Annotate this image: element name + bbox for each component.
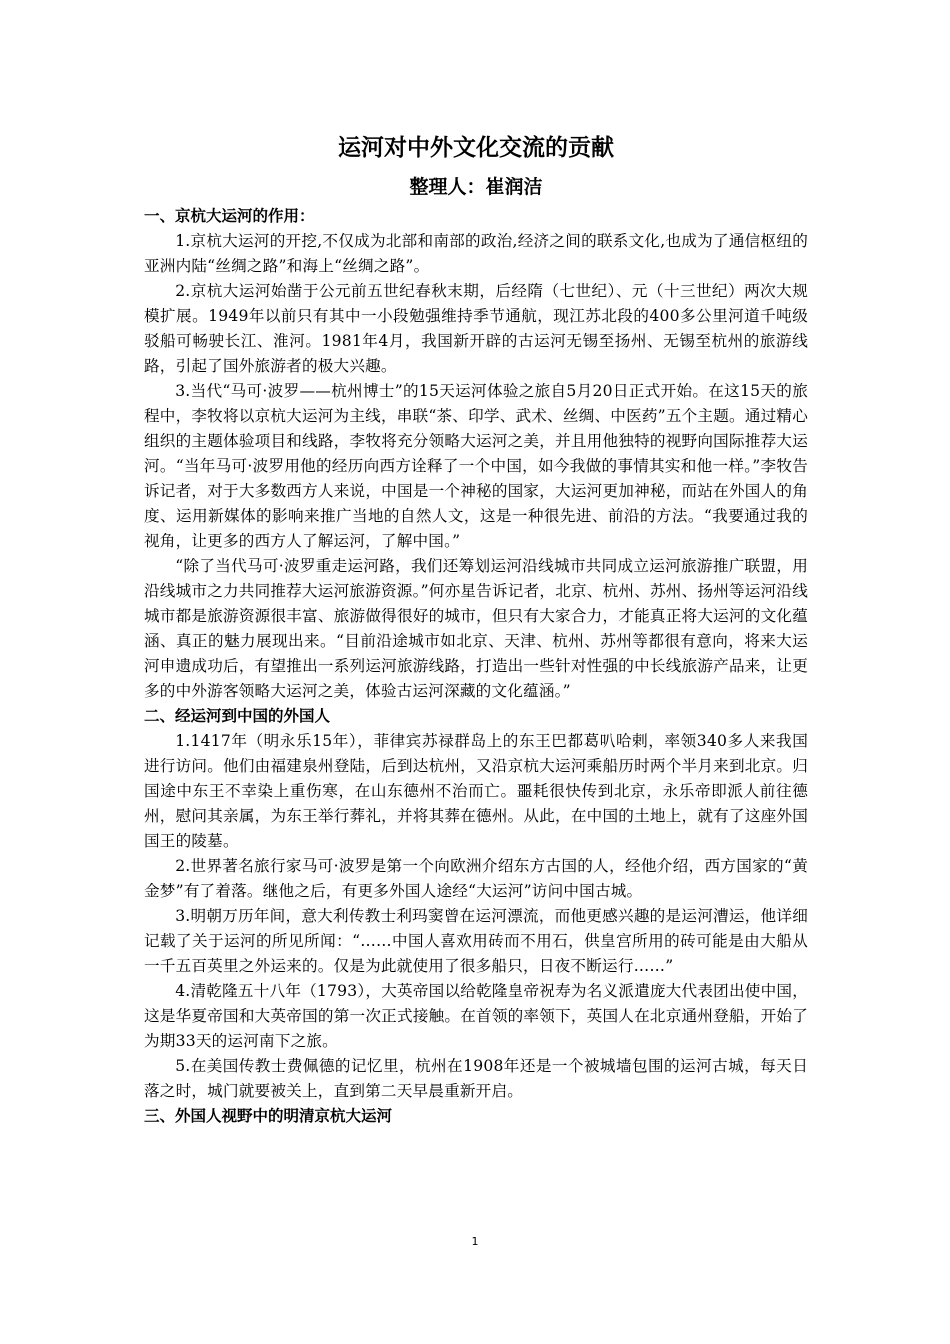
paragraph: 2.世界著名旅行家马可·波罗是第一个向欧洲介绍东方古国的人，经他介绍，西方国家的“黄金梦”有了着落。继他之后，有更多外国人途经“大运河”访问中国古城。 bbox=[144, 857, 808, 900]
paragraph: 1.京杭大运河的开挖,不仅成为北部和南部的政治,经济之间的联系文化,也成为了通信枢纽的亚洲内陆“丝绸之路”和海上“丝绸之路”。 bbox=[144, 232, 808, 275]
paragraph: 3.明朝万历年间，意大利传教士利玛窦曾在运河漂流，而他更感兴趣的是运河漕运，他详细记载了关于运河的所见所闻：“……中国人喜欢用砖而不用石，供皇宫所用的砖可能是由大船从一千五百英里之外运来的。仅是为此就使用了很多船只，日夜不断运行……” bbox=[144, 907, 808, 975]
section-heading: 二、经运河到中国的外国人 bbox=[144, 707, 331, 725]
section-1 bbox=[144, 204, 808, 704]
paragraph: “除了当代马可·波罗重走运河路，我们还筹划运河沿线城市共同成立运河旅游推广联盟，用沿线城市之力共同推荐大运河旅游资源。”何亦星告诉记者，北京、杭州、苏州、扬州等运河沿线城市都是旅游资源很丰富、旅游做得很好的城市，但只有大家合力，才能真正将大运河的文化蕴涵、真正的魅力展现出来。“目前沿途城市如北京、天津、杭州、苏州等都很有意向，将来大运河申遗成功后，有望推出一系列运河旅游线路，打造出一些针对性强的中长线旅游产品来，让更多的中外游客领略大运河之美，体验古运河深藏的文化蕴涵。” bbox=[144, 557, 808, 700]
section-heading: 三、外国人视野中的明清京杭大运河 bbox=[144, 1107, 393, 1125]
section-2 bbox=[144, 704, 808, 1104]
paragraph: 5.在美国传教士费佩德的记忆里，杭州在1908年还是一个被城墙包围的运河古城，每天日落之时，城门就要被关上，直到第二天早晨重新开启。 bbox=[144, 1057, 808, 1100]
section-3 bbox=[144, 1104, 808, 1129]
paragraph: 3.当代“马可·波罗——杭州博士”的15天运河体验之旅自5月20日正式开始。在这15天的旅程中，李牧将以京杭大运河为主线，串联“茶、印学、武术、丝绸、中医药”五个主题。通过精心组织的主题体验项目和线路，李牧将充分领略大运河之美，并且用他独特的视野向国际推荐大运河。“当年马可·波罗用他的经历向西方诠释了一个中国，如今我做的事情其实和他一样。”李牧告诉记者，对于大多数西方人来说，中国是一个神秘的国家，大运河更加神秘，而站在外国人的角度、运用新媒体的影响来推广当地的自然人文，这是一种很先进、前沿的方法。“我要通过我的视角，让更多的西方人了解运河，了解中国。” bbox=[144, 382, 808, 550]
document-page bbox=[144, 130, 808, 1129]
section-heading: 一、京杭大运河的作用： bbox=[144, 207, 315, 225]
paragraph: 1.1417年（明永乐15年），菲律宾苏禄群岛上的东王巴都葛叭哈剌，率领340多人来我国进行访问。他们由福建泉州登陆，后到达杭州，又沿京杭大运河乘船历时两个半月来到北京。归国途中东王不幸染上重伤寒，在山东德州不治而亡。噩耗很快传到北京，永乐帝即派人前往德州，慰问其亲属，为东王举行葬礼，并将其葬在德州。从此，在中国的土地上，就有了这座外国国王的陵墓。 bbox=[144, 732, 808, 850]
paragraph: 4.清乾隆五十八年（1793），大英帝国以给乾隆皇帝祝寿为名义派遣庞大代表团出使中国，这是华夏帝国和大英帝国的第一次正式接触。在首领的率领下，英国人在北京通州登船，开始了为期33天的运河南下之旅。 bbox=[144, 982, 808, 1050]
paragraph: 2.京杭大运河始凿于公元前五世纪春秋末期，后经隋（七世纪）、元（十三世纪）两次大规模扩展。1949年以前只有其中一小段勉强维持季节通航，现江苏北段的400多公里河道千吨级驳船可畅驶长江、淮河。1981年4月，我国新开辟的古运河无锡至扬州、无锡至杭州的旅游线路，引起了国外旅游者的极大兴趣。 bbox=[144, 282, 808, 375]
page-number: 1 bbox=[471, 1235, 479, 1248]
author-line: 整理人：崔润洁 bbox=[409, 176, 543, 198]
document-title: 运河对中外文化交流的贡献 bbox=[338, 135, 614, 161]
